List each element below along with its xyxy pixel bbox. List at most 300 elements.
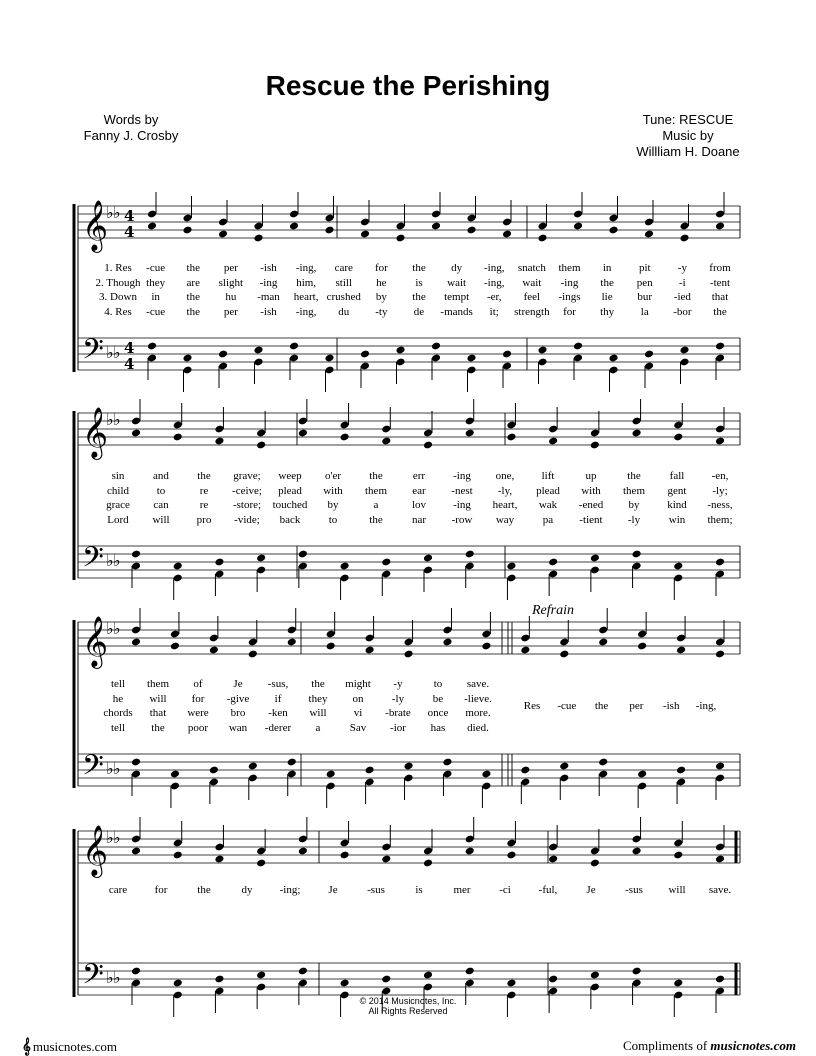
- lyric-syllable: strength: [514, 305, 550, 318]
- lyric-syllable: child: [107, 484, 129, 497]
- lyric-syllable: -ish: [260, 262, 277, 274]
- lyric-syllable: -sus: [367, 884, 385, 896]
- bass-notehead: [381, 558, 391, 567]
- lyric-syllable: lie: [601, 291, 613, 303]
- bass-notehead: [381, 975, 391, 984]
- lyric-syllable: touched: [272, 499, 308, 511]
- lyric-syllable: and: [153, 470, 169, 482]
- treble-notehead: [481, 642, 491, 651]
- treble-notehead: [381, 437, 391, 446]
- bass-notehead: [256, 554, 266, 563]
- lyric-syllable: save.: [466, 678, 490, 690]
- bass-notehead: [209, 766, 219, 775]
- lyric-syllable: per: [223, 305, 238, 318]
- bass-clef-icon: 𝄢: [82, 541, 104, 581]
- lyric-syllable: the: [600, 276, 614, 289]
- lyric-syllable: o'er: [324, 470, 342, 482]
- lyric-syllable: re: [199, 484, 209, 497]
- lyric-syllable: has: [430, 721, 446, 734]
- bass-notehead: [253, 346, 263, 355]
- treble-notehead: [209, 646, 219, 655]
- flat-icon: ♭: [106, 759, 114, 778]
- bass-notehead: [465, 550, 475, 559]
- lyric-syllable: him,: [296, 276, 317, 289]
- lyric-syllable: will: [309, 707, 327, 719]
- treble-notehead: [632, 429, 642, 438]
- bass-time-signature: 4: [124, 339, 135, 357]
- lyric-syllable: per: [223, 262, 238, 274]
- bass-notehead: [131, 550, 141, 559]
- copyright-line: © 2014 Musicnotes, Inc.: [359, 996, 457, 1006]
- bass-notehead: [248, 762, 258, 771]
- lyric-syllable: fall: [669, 470, 685, 482]
- flat-icon: ♭: [113, 410, 121, 429]
- lyric-syllable: Je: [586, 884, 596, 896]
- lyric-syllable: pro: [196, 513, 212, 526]
- brand-footer[interactable]: [22, 1038, 117, 1056]
- bass-notehead: [214, 558, 224, 567]
- lyric-syllable: pit: [638, 262, 651, 274]
- lyric-syllable: wait: [522, 276, 542, 289]
- lyric-syllable: -store;: [232, 499, 262, 511]
- flat-icon: ♭: [113, 203, 121, 222]
- lyric-syllable: pen: [636, 276, 653, 289]
- bass-notehead: [365, 766, 375, 775]
- bass-notehead: [502, 350, 512, 359]
- treble-notehead: [632, 847, 642, 856]
- refrain-lyric-syllable: -cue: [557, 700, 577, 712]
- musicnotes-logo-icon: 𝄞: [22, 1039, 31, 1055]
- lyric-syllable: to: [328, 513, 338, 526]
- treble-notehead: [715, 650, 725, 659]
- bass-notehead: [360, 350, 370, 359]
- flat-icon: ♭: [113, 619, 121, 638]
- bass-notehead: [590, 971, 600, 980]
- flat-icon: ♭: [106, 968, 114, 987]
- treble-time-signature: 4: [124, 207, 135, 225]
- lyric-syllable: the: [151, 721, 165, 734]
- lyric-syllable: -ing: [453, 470, 471, 482]
- lyric-syllable: if: [274, 692, 282, 705]
- lyric-syllable: sin: [111, 470, 125, 482]
- lyric-syllable: way: [495, 513, 515, 526]
- treble-notehead: [214, 855, 224, 864]
- lyric-syllable: will: [149, 692, 167, 705]
- treble-notehead: [673, 433, 683, 442]
- lyric-syllable: snatch: [517, 262, 546, 274]
- lyric-syllable: lift: [541, 470, 555, 482]
- treble-notehead: [298, 429, 308, 438]
- lyric-syllable: -ing,: [295, 262, 317, 274]
- lyric-syllable: will: [668, 884, 686, 896]
- lyric-syllable: the: [412, 291, 426, 303]
- lyric-syllable: heart,: [293, 291, 319, 303]
- treble-notehead: [590, 441, 600, 450]
- bass-notehead: [218, 350, 228, 359]
- lyric-syllable: err: [412, 470, 426, 482]
- lyric-syllable: the: [197, 884, 211, 896]
- lyric-syllable: be: [432, 692, 444, 705]
- treble-notehead: [676, 646, 686, 655]
- lyric-syllable: nar: [411, 513, 427, 526]
- lyric-syllable: -ish: [260, 305, 277, 318]
- lyric-syllable: kind: [667, 499, 687, 511]
- lyric-syllable: the: [197, 470, 211, 482]
- lyric-syllable: plead: [278, 484, 302, 497]
- lyric-syllable: still: [335, 276, 353, 289]
- bass-notehead: [423, 554, 433, 563]
- treble-notehead: [395, 234, 405, 243]
- treble-notehead: [298, 847, 308, 856]
- lyric-syllable: -en,: [711, 470, 729, 482]
- flat-icon: ♭: [106, 343, 114, 362]
- tune-name: Tune: RESCUE: [642, 112, 734, 127]
- lyric-syllable: wak: [538, 499, 558, 511]
- treble-notehead: [423, 859, 433, 868]
- lyric-syllable: he: [112, 692, 124, 705]
- bass-notehead: [170, 770, 180, 779]
- lyric-syllable: -ly,: [497, 484, 513, 497]
- bass-notehead: [131, 967, 141, 976]
- lyric-syllable: -sus,: [267, 678, 289, 690]
- treble-notehead: [506, 433, 516, 442]
- treble-notehead: [506, 851, 516, 860]
- treble-notehead: [324, 226, 334, 235]
- bass-notehead: [573, 342, 583, 351]
- treble-notehead: [548, 855, 558, 864]
- compliments-footer: [623, 1038, 796, 1054]
- treble-notehead: [170, 642, 180, 651]
- treble-notehead: [253, 234, 263, 243]
- lyric-syllable: the: [186, 291, 200, 303]
- lyric-syllable: the: [186, 305, 200, 318]
- flat-icon: ♭: [106, 410, 114, 429]
- lyric-syllable: 3. Down: [99, 291, 137, 303]
- lyric-syllable: 2. Though: [95, 276, 141, 289]
- lyric-syllable: the: [713, 305, 727, 318]
- lyric-syllable: for: [191, 692, 205, 705]
- treble-notehead: [442, 638, 452, 647]
- lyric-syllable: it;: [489, 305, 499, 318]
- treble-notehead: [340, 851, 350, 860]
- lyric-syllable: up: [585, 470, 597, 482]
- treble-notehead: [381, 855, 391, 864]
- lyric-syllable: la: [640, 305, 649, 318]
- lyric-syllable: -ly: [627, 513, 641, 526]
- lyric-syllable: Je: [233, 678, 243, 690]
- lyric-syllable: with: [581, 484, 601, 497]
- flat-icon: ♭: [106, 619, 114, 638]
- lyric-syllable: vi: [353, 707, 363, 719]
- lyric-syllable: -nest: [451, 484, 473, 497]
- bass-clef-icon: 𝄢: [82, 333, 104, 373]
- lyric-syllable: on: [352, 692, 364, 705]
- lyric-syllable: -i: [679, 276, 686, 289]
- lyric-syllable: care: [108, 884, 128, 896]
- bass-notehead: [481, 770, 491, 779]
- treble-time-signature: 4: [124, 223, 135, 241]
- lyric-syllable: -ceive;: [232, 484, 262, 497]
- lyric-syllable: were: [187, 707, 209, 719]
- lyric-syllable: for: [374, 262, 388, 274]
- bass-notehead: [676, 766, 686, 775]
- lyric-syllable: chords: [103, 707, 133, 719]
- lyric-syllable: for: [154, 884, 168, 896]
- lyric-syllable: that: [711, 291, 729, 303]
- lyric-syllable: -bor: [673, 305, 692, 318]
- flat-icon: ♭: [113, 759, 121, 778]
- bass-notehead: [173, 562, 183, 571]
- refrain-lyric-syllable: Res: [523, 700, 541, 712]
- lyric-syllable: -ing,: [295, 305, 317, 318]
- treble-notehead: [147, 222, 157, 231]
- bass-notehead: [395, 346, 405, 355]
- lyric-syllable: from: [709, 262, 731, 274]
- copyright-notice: [0, 996, 816, 1016]
- bass-notehead: [298, 550, 308, 559]
- lyric-syllable: with: [323, 484, 343, 497]
- bass-notehead: [715, 762, 725, 771]
- bass-notehead: [506, 562, 516, 571]
- composer-name: Willliam H. Doane: [636, 144, 740, 159]
- lyric-syllable: -ci: [499, 884, 511, 896]
- refrain-lyric-syllable: -ish: [662, 700, 680, 712]
- lyric-syllable: dy: [241, 884, 253, 896]
- bass-notehead: [423, 971, 433, 980]
- words-label: Words by: [103, 112, 159, 127]
- bass-notehead: [287, 758, 297, 767]
- rights-line: All Rights Reserved: [368, 1006, 448, 1016]
- bass-notehead: [173, 979, 183, 988]
- lyric-syllable: -ened: [578, 499, 604, 511]
- bass-notehead: [537, 346, 547, 355]
- treble-notehead: [131, 429, 141, 438]
- treble-notehead: [715, 855, 725, 864]
- lyric-syllable: grave;: [233, 470, 261, 482]
- lyric-syllable: the: [369, 470, 383, 482]
- lyric-syllable: win: [668, 513, 686, 526]
- bass-notehead: [598, 758, 608, 767]
- lyric-syllable: care: [334, 262, 353, 274]
- lyric-syllable: -ness,: [707, 499, 733, 511]
- treble-notehead: [218, 230, 228, 239]
- bass-notehead: [608, 354, 618, 363]
- bass-notehead: [559, 762, 569, 771]
- lyric-syllable: -man: [257, 291, 280, 303]
- bass-notehead: [673, 979, 683, 988]
- treble-notehead: [340, 433, 350, 442]
- lyric-syllable: 4. Res: [104, 305, 132, 318]
- lyric-syllable: gent: [667, 484, 687, 497]
- treble-notehead: [502, 230, 512, 239]
- lyric-syllable: poor: [187, 721, 209, 734]
- treble-notehead: [131, 847, 141, 856]
- bass-notehead: [548, 558, 558, 567]
- lyric-syllable: 1. Res: [104, 262, 132, 274]
- bass-notehead: [715, 975, 725, 984]
- bass-notehead: [289, 342, 299, 351]
- bass-notehead: [644, 350, 654, 359]
- lyric-syllable: once: [427, 707, 449, 719]
- treble-notehead: [326, 642, 336, 651]
- treble-notehead: [715, 222, 725, 231]
- treble-notehead: [131, 638, 141, 647]
- lyric-syllable: lov: [411, 499, 427, 511]
- lyric-syllable: pa: [542, 513, 554, 526]
- treble-notehead: [431, 222, 441, 231]
- lyric-syllable: -lieve.: [464, 692, 492, 705]
- bass-notehead: [632, 967, 642, 976]
- lyricist-name: Fanny J. Crosby: [83, 128, 179, 143]
- lyric-syllable: them: [623, 484, 645, 497]
- treble-notehead: [214, 437, 224, 446]
- lyric-syllable: -ing: [259, 276, 278, 289]
- lyric-syllable: -ing: [560, 276, 579, 289]
- treble-clef-icon: 𝄞: [82, 200, 109, 251]
- treble-notehead: [465, 847, 475, 856]
- lyric-syllable: by: [628, 499, 640, 511]
- lyric-syllable: one,: [495, 470, 515, 482]
- lyric-syllable: will: [152, 513, 170, 526]
- lyric-syllable: -cue: [146, 262, 166, 274]
- lyric-syllable: hu: [225, 291, 237, 303]
- lyric-syllable: of: [193, 678, 203, 690]
- lyric-syllable: -y: [393, 678, 403, 690]
- lyric-syllable: grace: [106, 499, 130, 511]
- treble-notehead: [256, 441, 266, 450]
- compliments-site[interactable]: musicnotes.com: [710, 1038, 796, 1053]
- treble-notehead: [644, 230, 654, 239]
- treble-notehead: [679, 234, 689, 243]
- treble-notehead: [403, 650, 413, 659]
- bass-notehead: [673, 562, 683, 571]
- lyric-syllable: -derer: [264, 721, 292, 734]
- bass-notehead: [466, 354, 476, 363]
- lyric-syllable: -ing: [453, 499, 471, 511]
- lyric-syllable: thy: [600, 305, 615, 318]
- lyric-syllable: mer: [453, 884, 471, 896]
- bass-notehead: [520, 766, 530, 775]
- lyric-syllable: weep: [278, 470, 302, 482]
- lyric-syllable: -ing;: [279, 884, 301, 896]
- treble-notehead: [608, 226, 618, 235]
- treble-notehead: [248, 650, 258, 659]
- lyric-syllable: wait: [447, 276, 467, 289]
- treble-notehead: [173, 851, 183, 860]
- lyric-syllable: -sus: [625, 884, 643, 896]
- bass-notehead: [715, 342, 725, 351]
- refrain-marking: Refrain: [532, 603, 574, 618]
- bass-notehead: [340, 562, 350, 571]
- lyric-syllable: can: [153, 499, 169, 511]
- lyric-syllable: plead: [536, 484, 560, 497]
- bass-notehead: [256, 971, 266, 980]
- lyric-syllable: feel: [523, 291, 541, 303]
- treble-notehead: [548, 437, 558, 446]
- lyric-syllable: back: [279, 513, 301, 526]
- lyric-syllable: tell: [110, 721, 126, 734]
- flat-icon: ♭: [106, 828, 114, 847]
- treble-notehead: [465, 429, 475, 438]
- bass-notehead: [340, 979, 350, 988]
- lyric-syllable: them: [365, 484, 387, 497]
- lyric-syllable: might: [345, 678, 371, 690]
- lyric-syllable: them: [147, 678, 169, 690]
- treble-notehead: [673, 851, 683, 860]
- treble-notehead: [256, 859, 266, 868]
- brand-name: musicnotes.com: [32, 1039, 118, 1054]
- treble-notehead: [537, 234, 547, 243]
- lyric-syllable: -er,: [486, 291, 502, 303]
- bass-notehead: [632, 550, 642, 559]
- lyric-syllable: that: [149, 707, 167, 719]
- lyric-syllable: Je: [328, 884, 338, 896]
- lyric-syllable: bro: [230, 707, 246, 719]
- lyric-syllable: -ty: [375, 305, 388, 318]
- lyric-syllable: for: [563, 305, 576, 318]
- bass-notehead: [590, 554, 600, 563]
- lyric-syllable: bur: [637, 291, 653, 303]
- bass-notehead: [324, 354, 334, 363]
- lyric-syllable: a: [315, 721, 321, 734]
- treble-notehead: [173, 433, 183, 442]
- bass-notehead: [715, 558, 725, 567]
- treble-notehead: [637, 642, 647, 651]
- lyric-syllable: -ken: [268, 707, 288, 719]
- bass-notehead: [465, 967, 475, 976]
- lyric-syllable: -ly;: [712, 484, 728, 497]
- lyric-syllable: died.: [467, 721, 489, 734]
- treble-notehead: [466, 226, 476, 235]
- bass-clef-icon: 𝄢: [82, 749, 104, 789]
- flat-icon: ♭: [113, 828, 121, 847]
- treble-notehead: [559, 650, 569, 659]
- bass-notehead: [298, 967, 308, 976]
- lyric-syllable: ear: [412, 484, 426, 497]
- lyric-syllable: crushed: [326, 291, 361, 303]
- lyric-syllable: is: [415, 276, 423, 289]
- lyric-syllable: in: [151, 291, 160, 303]
- bass-clef-icon: 𝄢: [82, 958, 104, 998]
- page-title: Rescue the Perishing: [265, 70, 551, 101]
- treble-clef-icon: 𝄞: [82, 825, 109, 876]
- lyric-syllable: the: [186, 262, 200, 274]
- lyric-syllable: they: [146, 276, 166, 289]
- lyric-syllable: -vide;: [234, 513, 260, 526]
- lyric-syllable: -cue: [146, 305, 166, 318]
- lyric-syllable: -ful,: [538, 884, 558, 896]
- treble-notehead: [423, 441, 433, 450]
- lyric-syllable: du: [338, 305, 350, 318]
- lyric-syllable: -y: [677, 262, 687, 274]
- lyric-syllable: are: [186, 276, 200, 289]
- lyric-syllable: wan: [228, 721, 248, 734]
- bass-notehead: [326, 770, 336, 779]
- lyric-syllable: them;: [707, 513, 733, 526]
- lyric-syllable: tell: [110, 678, 126, 690]
- lyric-syllable: a: [373, 499, 379, 511]
- treble-notehead: [182, 226, 192, 235]
- lyric-syllable: by: [375, 291, 387, 303]
- treble-notehead: [573, 222, 583, 231]
- bass-notehead: [548, 975, 558, 984]
- lyric-syllable: more.: [465, 707, 491, 719]
- lyric-syllable: -mands: [440, 305, 473, 318]
- treble-notehead: [287, 638, 297, 647]
- lyric-syllable: to: [156, 484, 166, 497]
- lyric-syllable: them: [558, 262, 581, 274]
- bass-notehead: [637, 770, 647, 779]
